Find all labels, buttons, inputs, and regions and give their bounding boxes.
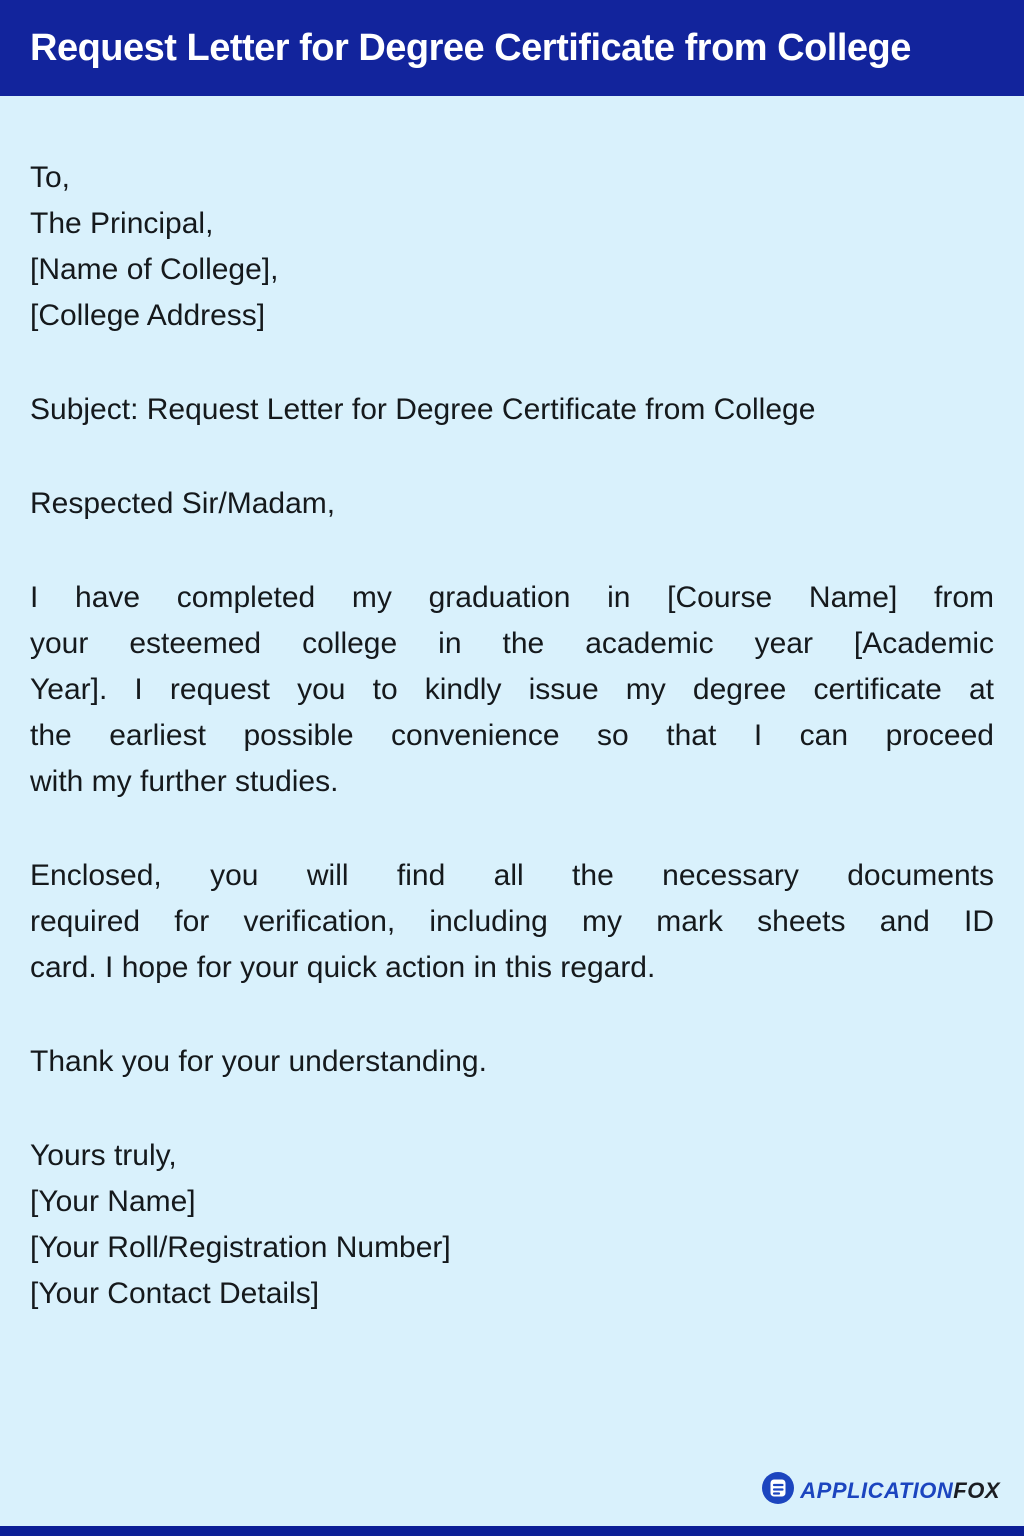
recipient-line: [College Address] — [30, 299, 266, 332]
paragraph-line: Enclosed, you will find all the necessary documents — [30, 859, 994, 892]
paragraph-line: with my further studies. — [30, 765, 339, 798]
recipient-line: To, — [30, 161, 71, 194]
thanks-line: Thank you for your understanding. — [30, 1045, 487, 1078]
subject-line: Subject: Request Letter for Degree Certificate from College — [30, 393, 816, 426]
footer-bar — [0, 1526, 1024, 1536]
paragraph-line: required for verification, including my mark sheets and ID — [30, 905, 994, 938]
paragraph-line: card. I hope for your quick action in this regard. — [30, 951, 656, 984]
salutation: Respected Sir/Madam, — [30, 487, 336, 520]
brand-name-primary: APPLICATION — [800, 1477, 954, 1503]
closing-block — [30, 1133, 994, 1317]
closing-line: [Your Contact Details] — [30, 1277, 320, 1310]
closing-line: [Your Roll/Registration Number] — [30, 1231, 451, 1264]
brand-logo — [762, 1472, 1000, 1509]
recipient-line: The Principal, — [30, 207, 214, 240]
paragraph-line: Year]. I request you to kindly issue my degree certificate at — [30, 673, 994, 706]
closing-line: [Your Name] — [30, 1185, 196, 1218]
recipient-block — [30, 155, 994, 339]
recipient-line: [Name of College], — [30, 253, 279, 286]
closing-line: Yours truly, — [30, 1139, 177, 1172]
paragraph-line: I have completed my graduation in [Course Name] from — [30, 581, 994, 614]
letter-body — [0, 96, 1024, 1317]
header-banner — [0, 0, 1024, 96]
document-icon — [762, 1472, 794, 1509]
brand-name-secondary: FOX — [953, 1477, 1000, 1503]
paragraph-2 — [30, 853, 994, 991]
page-title: Request Letter for Degree Certificate from College — [30, 26, 911, 69]
brand-name — [800, 1478, 1000, 1504]
paragraph-line: the earliest possible convenience so that I can proceed — [30, 719, 994, 752]
paragraph-line: your esteemed college in the academic year [Academic — [30, 627, 994, 660]
paragraph-1 — [30, 575, 994, 805]
